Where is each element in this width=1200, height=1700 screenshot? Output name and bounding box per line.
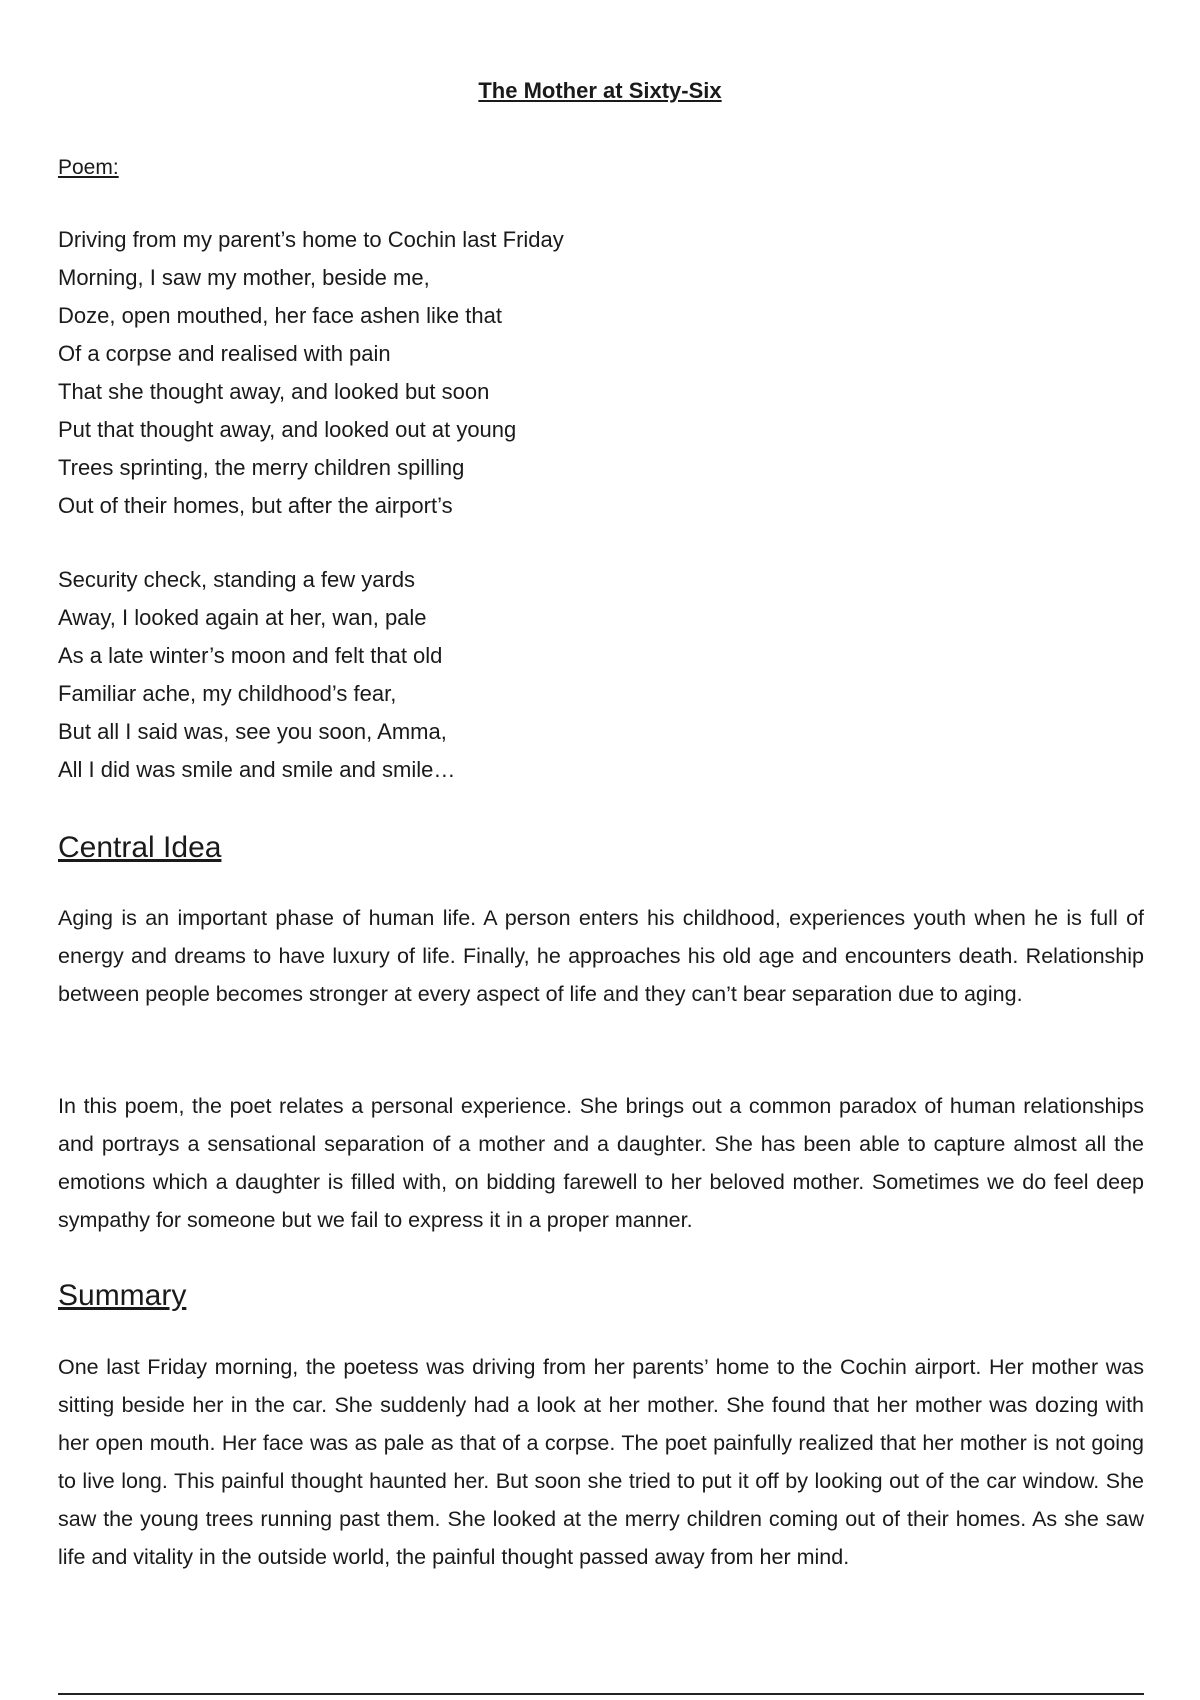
poem-line: Doze, open mouthed, her face ashen like that [58,303,502,328]
footer-divider [58,1693,1144,1695]
central-idea-paragraph-1: Aging is an important phase of human life. A person enters his childhood, experiences youth when he is full of energy and dreams to have luxury of life. Finally, he approaches his old age and encounters death. Relationship between people becomes stronger at every aspect of life and they can’t bear separation due to aging. [58,906,1144,1006]
central-idea-heading: Central Idea [58,831,222,864]
poem-line: Away, I looked again at her, wan, pale [58,605,427,630]
poem-line: Morning, I saw my mother, beside me, [58,265,430,290]
poem-line: Familiar ache, my childhood’s fear, [58,681,397,706]
poem-line: As a late winter’s moon and felt that old [58,643,443,668]
poem-line: Put that thought away, and looked out at young [58,417,517,442]
poem-line: Out of their homes, but after the airport’s [58,493,453,518]
poem-label: Poem: [58,156,119,179]
poem-stanza-2 [58,561,455,789]
document-title: The Mother at Sixty-Six [478,78,722,103]
poem-line: That she thought away, and looked but soon [58,379,490,404]
poem-stanza-1 [58,221,564,525]
summary-heading: Summary [58,1279,187,1312]
summary-paragraph: One last Friday morning, the poetess was driving from her parents’ home to the Cochin airport. Her mother was sitting beside her in the car. She suddenly had a look at her mother. She found that her mother was dozing with her open mouth. Her face was as pale as that of a corpse. The poet painfully realized that her mother is not going to live long. This painful thought haunted her. But soon she tried to put it off by looking out of the car window. She saw the young trees running past them. She looked at the merry children coming out of their homes. As she saw life and vitality in the outside world, the painful thought passed away from her mind. [58,1355,1144,1569]
poem-line: Security check, standing a few yards [58,567,416,592]
poem-line: But all I said was, see you soon, Amma, [58,719,447,744]
poem-line: All I did was smile and smile and smile… [58,757,456,782]
central-idea-paragraph-2: In this poem, the poet relates a personal experience. She brings out a common paradox of human relationships and portrays a sensational separation of a mother and a daughter. She has been able to capture almost all the emotions which a daughter is filled with, on bidding farewell to her beloved mother. Sometimes we do feel deep sympathy for someone but we fail to express it in a proper manner. [58,1094,1144,1232]
poem-line: Driving from my parent’s home to Cochin last Friday [58,227,564,252]
poem-line: Of a corpse and realised with pain [58,341,391,366]
poem-line: Trees sprinting, the merry children spilling [58,455,465,480]
